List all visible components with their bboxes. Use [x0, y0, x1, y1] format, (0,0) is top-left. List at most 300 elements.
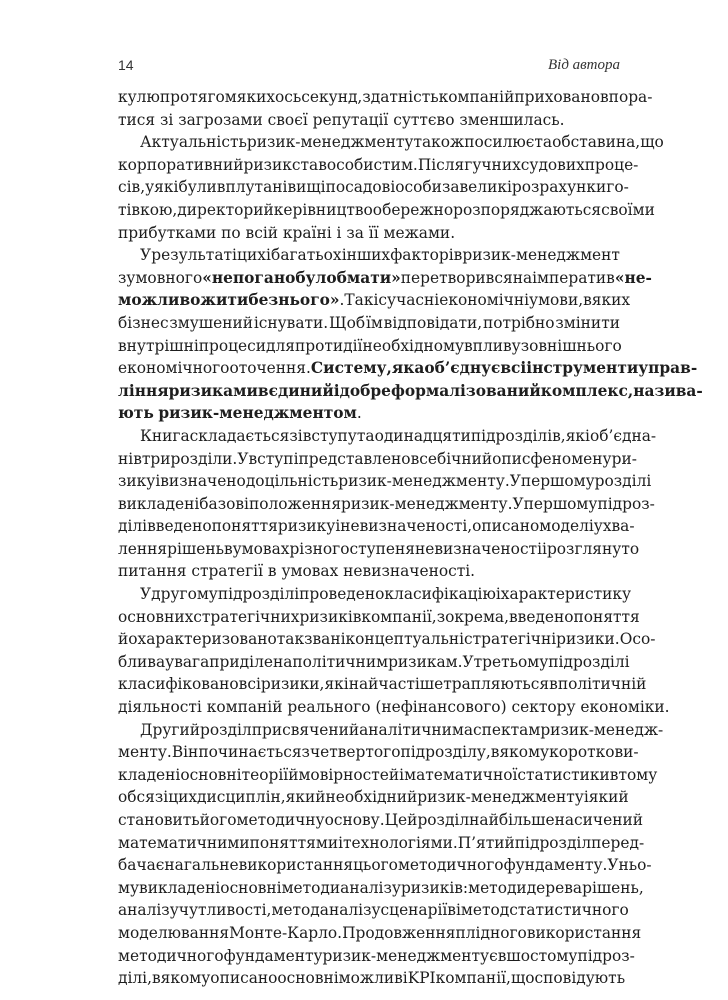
word: лення — [118, 539, 168, 558]
word: методичну — [236, 811, 325, 829]
word: методичного — [118, 946, 224, 965]
word: і — [266, 246, 271, 265]
word: були — [178, 178, 217, 197]
body-text — [118, 86, 703, 990]
word: великі — [459, 178, 512, 197]
word: ризик — [243, 155, 292, 174]
word: тому — [618, 765, 658, 784]
word: в — [490, 743, 500, 762]
word: три — [141, 449, 171, 468]
word: ризикам. — [388, 652, 463, 671]
word: методи — [468, 878, 527, 897]
word: мати» — [346, 268, 401, 287]
text-line — [118, 289, 631, 312]
word: процеси — [198, 336, 267, 355]
word: яка — [391, 359, 425, 378]
word: рішень, — [582, 878, 644, 897]
word: «не- — [614, 268, 652, 287]
word: «непогано — [202, 268, 296, 287]
text-line — [118, 470, 652, 493]
text-line — [118, 109, 620, 132]
text-line — [118, 719, 664, 742]
word: поняттями — [249, 833, 339, 852]
word: Щоб — [329, 313, 366, 332]
word: розпоряджаються — [453, 200, 602, 219]
word: менту. — [118, 743, 172, 762]
word: основних — [118, 607, 194, 626]
word: ділі — [118, 517, 148, 536]
word: всебічний — [410, 449, 493, 468]
word: підрозділі — [548, 652, 630, 671]
word: класифіковано — [118, 675, 239, 694]
word: визначено — [160, 472, 246, 491]
word: трапляються — [443, 675, 550, 694]
word: ризик-менеджментом. — [158, 404, 362, 423]
word: сповідують — [534, 969, 626, 988]
running-head: Від автора — [547, 57, 620, 73]
word: ухва- — [593, 517, 635, 536]
word: вплутані — [216, 178, 288, 197]
line-text: тися зі загрозами своєї репутації суттєво зменшилась. — [118, 110, 565, 129]
word: першому — [523, 494, 598, 513]
word: об’єдна- — [589, 426, 657, 445]
word: факторів — [390, 246, 463, 265]
word: кулю — [118, 88, 160, 106]
word: підроз- — [577, 946, 635, 965]
word: добре — [339, 381, 391, 400]
text-line — [118, 922, 642, 945]
word: який — [588, 788, 629, 807]
text-line — [118, 402, 620, 425]
word: умовах — [232, 539, 290, 558]
word: четвертого — [309, 743, 401, 762]
line-text: прибутками по всій країні і за її межами. — [118, 223, 456, 242]
line-text: діяльності компаній реального (нефінансового) сектору економіки. — [118, 698, 670, 717]
word: опис — [492, 449, 531, 468]
word: проведено — [299, 585, 385, 604]
word: здатність — [362, 88, 439, 106]
word: назива- — [633, 381, 703, 400]
word: ви- — [614, 743, 639, 762]
text-line — [118, 357, 698, 380]
word: основу. — [324, 811, 385, 829]
word: Осо- — [619, 630, 656, 649]
text-line — [118, 154, 639, 177]
word: У — [607, 856, 619, 875]
word: дерева — [526, 878, 583, 897]
word: присвячений — [251, 720, 360, 739]
word: кладені — [118, 765, 181, 784]
word: які — [154, 178, 179, 197]
word: невизначеності, — [340, 517, 473, 536]
word: можливо — [118, 291, 201, 310]
word: перетворився — [400, 268, 513, 287]
word: підроз- — [597, 494, 655, 513]
word: управ- — [638, 359, 698, 378]
word: і — [155, 472, 161, 491]
word: Такі — [344, 291, 379, 310]
word: якому — [160, 969, 211, 988]
word: та — [356, 426, 375, 445]
word: на — [512, 268, 533, 287]
word: в — [152, 969, 161, 988]
word: всі — [500, 359, 527, 378]
word: інструменти — [526, 359, 639, 378]
word: розділи. — [170, 449, 238, 468]
word: і — [583, 788, 589, 807]
word: характеристику — [500, 585, 632, 604]
word: компанії, — [435, 969, 511, 988]
word: і — [333, 381, 340, 400]
word: імператив — [532, 268, 615, 287]
word: підрозділів, — [470, 426, 566, 445]
word: KPI — [407, 969, 436, 988]
word: необхідному — [362, 336, 465, 355]
word: рішень — [167, 539, 224, 558]
text-line — [118, 696, 670, 719]
line-text: питання стратегії в умовах невизначеності. — [118, 562, 476, 581]
word: якихось — [236, 88, 302, 106]
word: статистики — [517, 765, 610, 784]
word: приділена — [209, 652, 293, 671]
word: цього — [353, 856, 398, 875]
word: потрібно — [482, 313, 555, 332]
word: з — [301, 743, 310, 762]
word: обставина, — [552, 133, 641, 152]
word: необхідний — [325, 788, 418, 807]
word: в — [223, 539, 233, 558]
word: Другий — [140, 720, 200, 739]
word: ризик-менеджменту — [246, 133, 414, 152]
word: за — [441, 178, 460, 197]
word: основні — [220, 878, 282, 897]
word: плідного — [455, 923, 527, 942]
text-line — [118, 335, 620, 358]
word: який — [285, 788, 326, 807]
text-line — [118, 945, 635, 968]
word: математичними — [118, 833, 250, 852]
word: ризиками — [168, 381, 258, 400]
word: й — [118, 630, 129, 649]
word: ризиків — [299, 607, 362, 626]
word: ризики. — [556, 630, 620, 649]
word: метод — [460, 901, 510, 920]
word: і — [338, 833, 344, 852]
word: що — [640, 133, 664, 152]
word: ньо- — [618, 856, 652, 875]
word: всі — [238, 675, 261, 694]
word: методи — [281, 878, 341, 897]
word: результаті — [151, 246, 237, 265]
word: посилює — [464, 133, 535, 152]
word: основні — [277, 969, 339, 988]
word: зі — [289, 426, 303, 445]
word: феномену — [530, 449, 612, 468]
word: в — [609, 765, 619, 784]
text-line — [118, 628, 656, 651]
word: жити — [200, 291, 249, 310]
word: єдиний — [268, 381, 334, 400]
word: першому — [520, 472, 595, 491]
word: стратегічних — [193, 607, 300, 626]
word: фундаменту. — [503, 856, 608, 875]
word: бізнес — [118, 313, 169, 332]
word: розділі — [594, 472, 652, 491]
word: протягом — [159, 88, 237, 106]
word: економічного — [118, 359, 230, 378]
word: його — [199, 811, 237, 829]
word: статистичного — [509, 901, 629, 920]
word: особи — [395, 178, 442, 197]
word: що — [510, 969, 535, 988]
word: технологіями. — [343, 833, 458, 852]
word: му — [118, 878, 140, 897]
word: третьому — [473, 652, 549, 671]
word: і — [399, 765, 405, 784]
word: для — [266, 336, 295, 355]
word: представлено — [298, 449, 411, 468]
word: і — [455, 901, 461, 920]
text-line — [118, 786, 629, 809]
word: викладені — [139, 878, 221, 897]
word: У — [237, 449, 249, 468]
text-line — [118, 493, 655, 516]
word: Цей — [384, 811, 418, 829]
word: ри- — [611, 449, 637, 468]
word: ризик-менеджменту. — [338, 472, 510, 491]
word: поняття — [211, 517, 278, 536]
word: ризиків: — [400, 878, 469, 897]
word: чутливості, — [178, 901, 272, 920]
word: використання — [238, 856, 354, 875]
word: секунд, — [301, 88, 363, 106]
page-number: 14 — [118, 57, 134, 73]
word: також — [413, 133, 465, 152]
word: інших — [341, 246, 391, 265]
word: У — [140, 246, 152, 265]
word: становить — [118, 811, 200, 829]
word: які — [324, 675, 349, 694]
word: формалізований — [390, 381, 541, 400]
word: розділ — [417, 811, 470, 829]
word: тівкою, — [118, 200, 178, 219]
text-line — [118, 176, 629, 199]
word: Після — [417, 155, 465, 174]
text-line — [118, 131, 664, 154]
word: змінити — [555, 313, 620, 332]
word: ризик-менедж- — [540, 720, 664, 739]
word: внутрішні — [118, 336, 199, 355]
text-line — [118, 967, 626, 990]
text-line — [118, 86, 653, 109]
word: Продовження — [342, 923, 456, 942]
word: в — [583, 291, 592, 310]
word: блива — [118, 652, 166, 671]
word: обсязі — [118, 788, 169, 807]
word: моделі — [539, 517, 594, 536]
word: економічні — [439, 291, 530, 310]
word: проце- — [584, 155, 639, 174]
word: керівництво — [273, 200, 373, 219]
word: компанії, — [361, 607, 437, 626]
word: директори — [177, 200, 264, 219]
word: Систему, — [310, 359, 392, 378]
word: бачає — [118, 856, 165, 875]
text-line — [118, 651, 630, 674]
word: описано — [472, 517, 540, 536]
word: викладені — [118, 494, 200, 513]
text-line — [118, 764, 658, 787]
word: цих — [168, 788, 198, 807]
word: невизначеності — [415, 539, 542, 558]
word: ють — [118, 404, 154, 423]
word: в — [497, 946, 507, 965]
word: насичений — [554, 811, 643, 829]
word: і — [335, 517, 341, 536]
word: другому — [151, 585, 218, 604]
text-line — [118, 832, 645, 855]
text-line — [118, 244, 620, 267]
word: описано — [210, 969, 278, 988]
word: умови, — [529, 291, 584, 310]
word: й — [263, 200, 274, 219]
word: аналізу — [118, 901, 179, 920]
word: базові — [199, 494, 249, 513]
word: посадові — [325, 178, 396, 197]
word: компаній — [438, 88, 515, 106]
word: ймовірностей — [288, 765, 400, 784]
word: впливу — [464, 336, 521, 355]
word: ділі, — [118, 969, 152, 988]
word: У — [462, 652, 474, 671]
text-line — [118, 312, 620, 335]
word: метод — [271, 901, 320, 920]
word: які — [565, 426, 590, 445]
word: Книга — [140, 426, 190, 445]
word: своїми — [601, 200, 655, 219]
word: концептуальні — [345, 630, 465, 649]
text-line — [118, 560, 620, 583]
text-line — [118, 606, 640, 629]
word: ризику — [277, 517, 336, 536]
text-line — [118, 267, 652, 290]
word: об’єднує — [424, 359, 501, 378]
word: особистим. — [326, 155, 418, 174]
word: ризик-менеджменту — [322, 946, 490, 965]
word: увага — [165, 652, 210, 671]
word: ризики, — [260, 675, 325, 694]
text-line — [118, 222, 620, 245]
word: зовнішнього — [520, 336, 622, 355]
word: найчастіше — [348, 675, 444, 694]
word: звані — [304, 630, 346, 649]
word: У — [140, 585, 152, 604]
word: стратегічні — [464, 630, 557, 649]
text-line — [118, 515, 635, 538]
word: доцільність — [245, 472, 339, 491]
word: ні — [118, 449, 134, 468]
word: теорії — [241, 765, 289, 784]
word: У — [509, 472, 521, 491]
text-line — [118, 854, 652, 877]
word: ління — [118, 381, 169, 400]
word: оточення. — [229, 359, 311, 378]
word: судових — [520, 155, 585, 174]
word: комплекс, — [540, 381, 634, 400]
word: гучних — [464, 155, 521, 174]
word: ризик-менеджменту. — [341, 494, 513, 513]
word: яких — [591, 291, 631, 310]
text-line — [118, 448, 637, 471]
word: аналізу — [319, 901, 381, 920]
word: умовного — [126, 268, 203, 287]
word: класифікацію — [384, 585, 496, 604]
text-line — [118, 877, 644, 900]
word: дисциплін, — [197, 788, 286, 807]
word: нагальне — [164, 856, 239, 875]
word: фундаменту — [223, 946, 323, 965]
word: з — [118, 268, 127, 287]
word: і — [495, 585, 501, 604]
word: багатьох — [271, 246, 342, 265]
word: приховано — [514, 88, 601, 106]
word: Актуальність — [140, 133, 247, 152]
word: нього». — [278, 291, 345, 310]
word: було — [295, 268, 337, 287]
word: зокрема, — [436, 607, 509, 626]
word: ступеня — [349, 539, 416, 558]
word: є — [489, 946, 498, 965]
text-line — [118, 741, 639, 764]
word: цих — [237, 246, 266, 265]
word: сів, — [118, 178, 146, 197]
word: підрозділі — [217, 585, 300, 604]
word: охарактеризовано — [128, 630, 277, 649]
word: методичного — [397, 856, 504, 875]
word: найбільше — [469, 811, 555, 829]
word: Монте-Карло. — [229, 923, 343, 942]
word: політичній — [557, 675, 647, 694]
word: поняття — [573, 607, 640, 626]
word: У — [512, 494, 524, 513]
word: шостому — [506, 946, 578, 965]
word: якому — [499, 743, 550, 762]
text-line — [118, 809, 643, 832]
text-line — [118, 673, 647, 696]
word: Він — [171, 743, 199, 762]
word: в — [549, 675, 558, 694]
word: підрозділ — [514, 833, 592, 852]
word: положення — [248, 494, 342, 513]
word: перед- — [591, 833, 645, 852]
word: коротко — [549, 743, 615, 762]
word: корпоративний — [118, 155, 244, 174]
word: зику — [118, 472, 156, 491]
word: введено — [147, 517, 212, 536]
word: складається — [189, 426, 290, 445]
text-line — [118, 380, 703, 403]
word: розділ — [200, 720, 252, 739]
word: аналітичним — [359, 720, 464, 739]
word: аналізу — [340, 878, 401, 897]
word: одинадцяти — [374, 426, 471, 445]
word: без — [248, 291, 279, 310]
word: б — [336, 268, 347, 287]
word: сучасні — [378, 291, 440, 310]
word: у — [145, 178, 155, 197]
text-line — [118, 583, 632, 606]
word: підрозділу, — [400, 743, 491, 762]
